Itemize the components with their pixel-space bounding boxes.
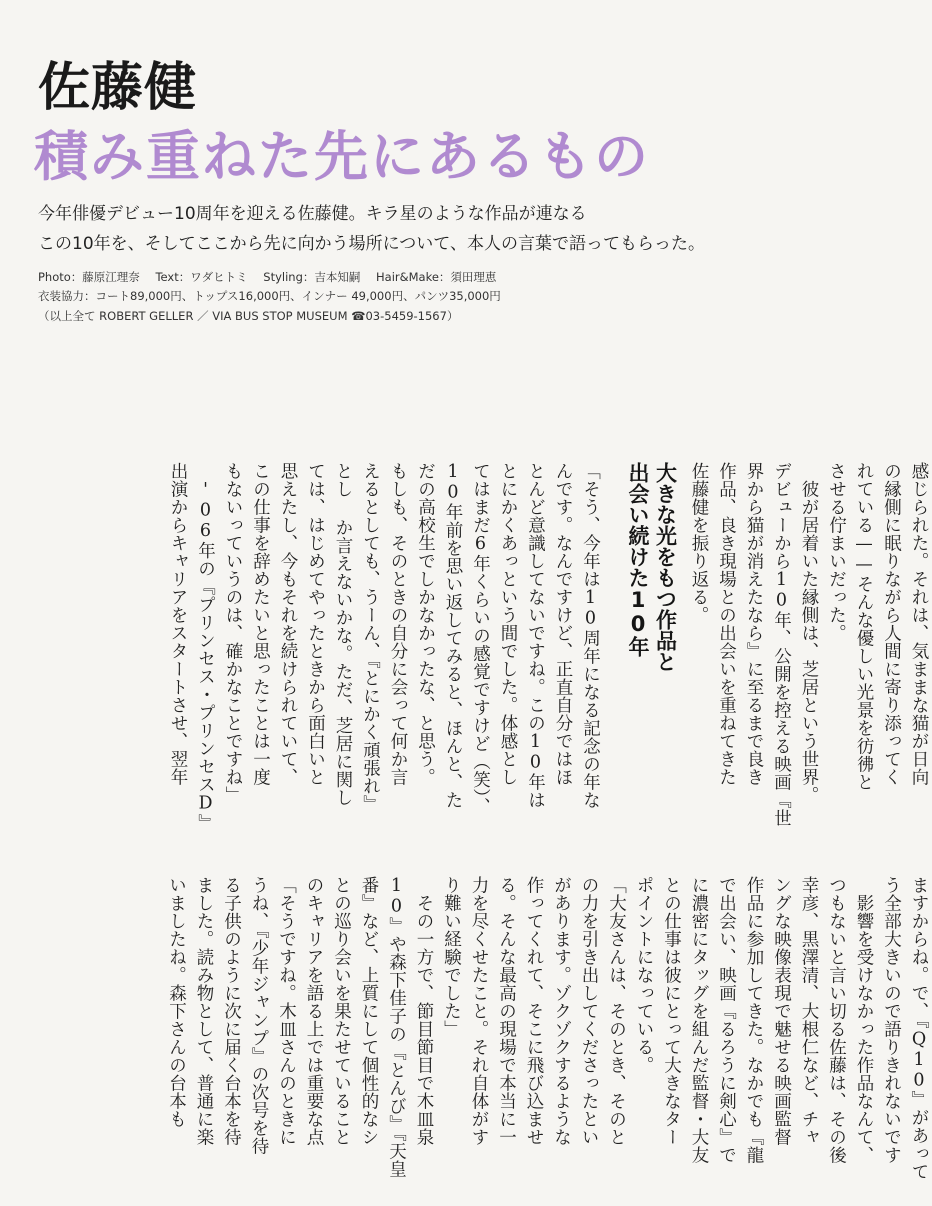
credit-photo: Photo：藤原江理奈 [38,270,140,284]
text-line: うね、『少年ジャンプ』の次号を待 [245,876,273,1206]
text-line: 作品、良き現場との出会いを重ねてきた [712,462,740,857]
heading-line: 出会い続けた10年 [624,462,652,857]
text-line: ては、はじめてやったときから面白いと [301,462,329,857]
text-line: 「そうですね。木皿さんのときに [272,876,300,1206]
text-line: 彼が居着いた縁側は、芝居という世界。 [795,462,823,857]
section-heading [624,462,679,857]
text-line: 作品に参加してきた。なかでも『龍 [740,876,768,1206]
text-line: とし か言えないかな。ただ、芝居に関し [329,462,357,857]
text-line: んです。なんですけど、正直自分ではほ [549,462,577,857]
text-line: もないっていうのは、確かなことですね」 [219,462,247,857]
quote-text [164,462,604,857]
text-line: てはまだ6年くらいの感覚ですけど（笑）、 [466,462,494,857]
staff-credits [38,272,508,284]
person-name: 佐藤健 [38,62,197,114]
heading-line: 大きな光をもつ作品と [651,462,679,857]
text-line: の力を引き出してくださったとい [575,876,603,1206]
text-line: れている——そんな優しい光景を彷彿と [850,462,878,857]
text-line: とにかくあっという間でした。体感とし [494,462,522,857]
text-line: させる佇まいだった。 [822,462,850,857]
text-line: があります。ゾクゾクするような [547,876,575,1206]
text-line: のキャリアを語る上では重要な点 [300,876,328,1206]
text-line: り難い経験でした」 [437,876,465,1206]
credit-hair: Hair&Make：須田理恵 [376,270,496,284]
text-line: 「そう、今年は10周年になる記念の年な [576,462,604,857]
text-line: 思えたし、今もそれを続けられていて、 [274,462,302,857]
text-line: とんど意識してないですね。この10年は [521,462,549,857]
text-line: る子供のように次に届く台本を待 [217,876,245,1206]
text-line: に濃密にタッグを組んだ監督・大友 [685,876,713,1206]
text-line: もしも、そのときの自分に会って何か言 [384,462,412,857]
article-upper-column [0,462,932,857]
lead-line-2: この10年を、そしてここから先に向かう場所について、本人の言葉で語ってもらった。 [38,236,705,253]
brand-credit: （以上全て ROBERT GELLER ／ VIA BUS STOP MUSEUM ☎03-5459-1567） [38,311,458,323]
text-line: 10年前を思い返してみると、ほんと、た [439,462,467,857]
text-line: 界から猫が消えたなら』に至るまで良き [740,462,768,857]
text-line: 影響を受けなかった作品なんて、 [850,876,878,1206]
text-line: で出会い、映画『るろうに剣心』で [712,876,740,1206]
text-line: その一方で、節目節目で木皿泉 [410,876,438,1206]
article-title: 積み重ねた先にあるもの [34,130,650,184]
text-line: ポイントになっている。 [630,876,658,1206]
article-lower-column [0,876,932,1206]
text-line: 佐藤健を振り返る。 [685,462,713,857]
text-line: 番』など、上質にして個性的なシ [355,876,383,1206]
text-line: 感じられた。それは、気ままな猫が日向 [905,462,932,857]
text-line: ますからね。で、『Q10』があって [905,876,932,1206]
text-line: '06年の『プリンセス・プリンセスD』 [191,462,219,857]
text-line: 出演からキャリアをスタートさせ、翌年 [164,462,192,857]
text-line: デビューから10年、公開を控える映画『世 [767,462,795,857]
text-line: 作ってくれて、そこに飛び込ませ [520,876,548,1206]
credit-styling: Styling：吉本知嗣 [263,270,360,284]
text-line: 10』や森下佳子の『とんび』『天皇 [382,876,410,1206]
text-line: との仕事は彼にとって大きなター [657,876,685,1206]
text-line: いましたね。森下さんの台本も [162,876,190,1206]
text-line: だの高校生でしかなかったな、と思う。 [411,462,439,857]
costume-credit: 衣装協力：コート89,000円、トップス16,000円、インナー 49,000円、パンツ35,000円 [38,291,501,303]
text-line: との巡り会いを果たせていること [327,876,355,1206]
text-line: う全部大きいので語りきれないです [877,876,905,1206]
upper-text [685,462,932,857]
text-line: 幸彦、黒澤清、大根仁など、チャ [795,876,823,1206]
text-line: つもないと言い切る佐藤は、その後 [822,876,850,1206]
text-line: ングな映像表現で魅せる映画監督 [767,876,795,1206]
text-line: ました。読み物として、普通に楽 [190,876,218,1206]
text-line: る。そんな最高の現場で本当に一 [492,876,520,1206]
text-line: の縁側に眠りながら人間に寄り添ってく [877,462,905,857]
text-line: この仕事を辞めたいと思ったことは一度 [246,462,274,857]
lead-line-1: 今年俳優デビュー10周年を迎える佐藤健。キラ星のような作品が連なる [38,206,587,223]
text-line: 「大友さんは、そのとき、そのと [602,876,630,1206]
credit-text: Text：ワダヒトミ [155,270,247,284]
text-line: 力を尽くせたこと。それ自体がす [465,876,493,1206]
text-line: えるとしても、うーん、『とにかく頑張れ』 [356,462,384,857]
